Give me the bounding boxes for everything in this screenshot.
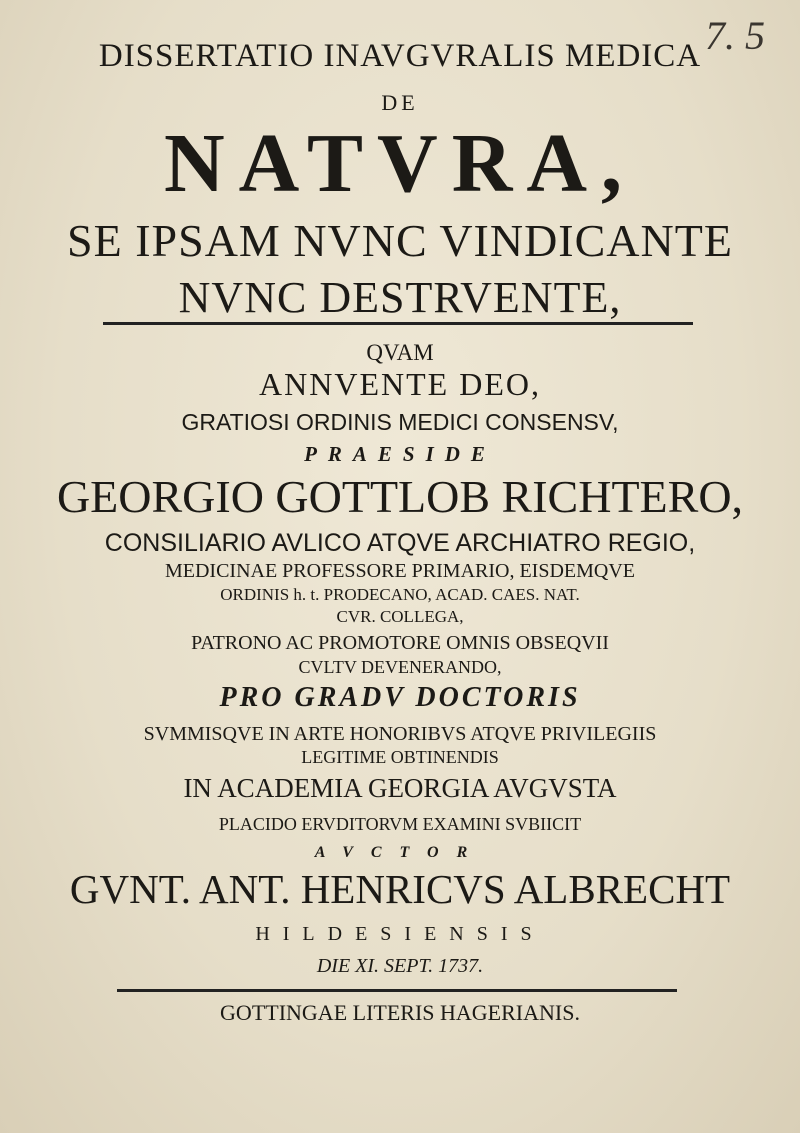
subtitle-line2: NVNC DESTRVENTE,	[178, 273, 622, 322]
corner-shelf-mark: 7. 5	[705, 13, 765, 58]
praeses-title-1: CONSILIARIO AVLICO ATQVE ARCHIATRO REGIO,	[104, 529, 696, 557]
praeses-title-5: PATRONO AC PROMOTORE OMNIS OBSEQVII	[191, 632, 609, 654]
text-annvente: ANNVENTE DEO,	[259, 366, 541, 402]
dissertation-heading: DISSERTATIO INAVGVRALIS MEDICA	[98, 38, 702, 74]
text-avctor: AVCTOR	[314, 844, 486, 861]
bottom-rule	[117, 989, 677, 992]
praeses-title-2: MEDICINAE PROFESSORE PRIMARIO, EISDEMQVE	[164, 560, 636, 582]
praeses-name: GEORGIO GOTTLOB RICHTERO,	[56, 471, 744, 522]
preposition-de: DE	[381, 90, 419, 115]
praeses-title-3: ORDINIS h. t. PRODECANO, ACAD. CAES. NAT.	[220, 585, 580, 604]
text-svmmisqve: SVMMISQVE IN ARTE HONORIBVS ATQVE PRIVILEGIIS	[143, 723, 657, 745]
top-rule	[103, 322, 693, 325]
date-line: DIE XI. SEPT. 1737.	[316, 955, 484, 977]
text-quam: QVAM	[366, 340, 434, 365]
pro-gradv-doctoris: PRO GRADV DOCTORIS	[219, 682, 581, 713]
text-placido: PLACIDO ERVDITORVM EXAMINI SVBIICIT	[218, 814, 582, 834]
praeses-title-4: CVR. COLLEGA,	[336, 607, 464, 626]
author-name: GVNT. ANT. HENRICVS ALBRECHT	[69, 866, 731, 912]
praeses-title-6: CVLTV DEVENERANDO,	[298, 657, 502, 677]
imprint: GOTTINGAE LITERIS HAGERIANIS.	[220, 1000, 580, 1025]
text-gratiosi: GRATIOSI ORDINIS MEDICI CONSENSV,	[181, 409, 619, 435]
subtitle-line1: SE IPSAM NVNC VINDICANTE	[67, 215, 733, 266]
main-title: NATVRA,	[163, 117, 637, 210]
text-academia: IN ACADEMIA GEORGIA AVGVSTA	[183, 773, 617, 803]
text-praeside: PRAESIDE	[304, 442, 496, 466]
text-hildesiensis: HILDESIENSIS	[255, 923, 545, 945]
text-legitime: LEGITIME OBTINENDIS	[301, 747, 499, 767]
